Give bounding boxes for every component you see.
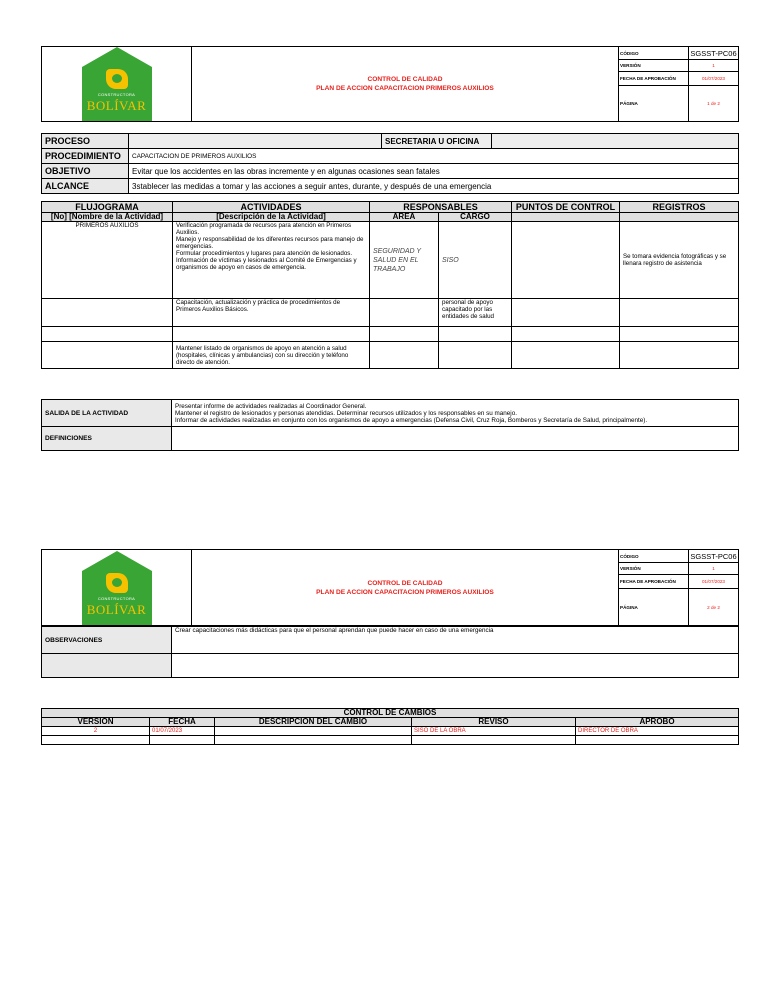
- activity-description: Capacitación, actualización y práctica de procedimientos de Primeros Auxilios Básicos.: [173, 299, 370, 327]
- observaciones-label: OBSERVACIONES: [42, 627, 172, 654]
- fecha-cell: 01/07/2023: [150, 727, 215, 736]
- document-title: [192, 550, 619, 626]
- salida-line: Informar de actividades realizadas en conjunto con los organismos de apoyo a emergencias (Defensa Civil, Cruz Roja, Bomberos y Secretaría de Salud, principalmente).: [175, 416, 648, 424]
- activity-line: Formular procedimientos y lugares para atención de lesionados.: [176, 250, 353, 257]
- logo-name: BOLÍVAR: [86, 601, 147, 617]
- registros-subheader: [620, 213, 739, 222]
- observaciones-value: Crear capacitaciones más didácticas para que el personal aprendan que puede hacer en caso de una emergencia: [172, 627, 739, 654]
- cargo-cell: personal de apoyo capacitado por las entidades de salud: [439, 299, 512, 327]
- process-info-table: [41, 133, 739, 194]
- observaciones-extra-label: [42, 654, 172, 678]
- cargo-cell: [439, 342, 512, 369]
- puntos-cell: [512, 342, 620, 369]
- cargo-cell: SISO: [439, 222, 512, 299]
- definiciones-value: [172, 427, 739, 451]
- cargo-header: CARGO: [439, 213, 512, 222]
- version-cell: 2: [42, 727, 150, 736]
- logo-subtitle: CONSTRUCTORA: [97, 595, 136, 601]
- table-row: [42, 222, 739, 299]
- observaciones-extra-value: [172, 654, 739, 678]
- reviso-col-header: REVISO: [412, 718, 576, 727]
- area-cell: [370, 342, 439, 369]
- activity-line: Verificación programada de recursos para atención en Primeros Auxilios.: [176, 222, 352, 236]
- pagina-label: PÁGINA: [619, 86, 689, 122]
- version-col-header: VERSION: [42, 718, 150, 727]
- pagina-value: 2 de 2: [689, 589, 739, 626]
- title-line-1: CONTROL DE CALIDAD: [367, 579, 443, 587]
- table-row: [42, 299, 739, 327]
- activities-table: [41, 201, 739, 369]
- definiciones-label: DEFINICIONES: [42, 427, 172, 451]
- puntos-cell: [512, 299, 620, 327]
- aprobo-col-header: APROBO: [576, 718, 739, 727]
- area-header: AREA: [370, 213, 439, 222]
- version-value: 1: [689, 563, 739, 575]
- procedimiento-value: CAPACITACION DE PRIMEROS AUXILIOS: [129, 149, 739, 164]
- actividades-header: ACTIVIDADES: [173, 202, 370, 213]
- salida-value: [172, 400, 739, 427]
- registros-cell: [620, 342, 739, 369]
- codigo-value: SGSST-PC06: [690, 551, 737, 561]
- registros-cell: Se tomara evidencia fotográficas y se llenara registro de asistencia: [620, 222, 739, 299]
- title-line-1: CONTROL DE CALIDAD: [367, 76, 443, 83]
- version-label: VERSIÓN: [619, 60, 689, 72]
- fecha-aprobacion-value: 01/07/2023: [689, 72, 739, 86]
- descripcion-header: [Descripción de la Actividad]: [173, 213, 370, 222]
- procedimiento-label: PROCEDIMIENTO: [42, 149, 129, 164]
- proceso-label: PROCESO: [42, 134, 129, 149]
- salida-label: SALIDA DE LA ACTIVIDAD: [42, 400, 172, 427]
- aprobo-cell: DIRECTOR DE OBRA: [576, 727, 739, 736]
- registros-header: REGISTROS: [620, 202, 739, 213]
- fecha-col-header: FECHA: [150, 718, 215, 727]
- fecha-aprobacion-label: FECHA DE APROBACIÓN: [619, 72, 689, 86]
- objetivo-label: OBJETIVO: [42, 164, 129, 179]
- company-logo-cell: [42, 550, 192, 626]
- objetivo-value: Evitar que los accidentes en las obras incremente y en algunas ocasiones sean fatales: [129, 164, 739, 179]
- logo-name: BOLÍVAR: [86, 98, 147, 113]
- output-table: [41, 399, 739, 451]
- logo-subtitle: CONSTRUCTORA: [97, 92, 136, 97]
- no-nombre-header: [No] [Nombre de la Actividad]: [42, 213, 173, 222]
- proceso-value: [129, 134, 382, 149]
- secretaria-label: SECRETARIA U OFICINA: [382, 134, 492, 149]
- constructora-bolivar-logo: [82, 47, 152, 121]
- activity-description: [173, 222, 370, 299]
- secretaria-value: [492, 134, 739, 149]
- pagina-value: 1 de 2: [689, 86, 739, 122]
- puntos-cell: [512, 222, 620, 299]
- alcance-label: ALCANCE: [42, 179, 129, 194]
- area-cell: SEGURIDAD Y SALUD EN EL TRABAJO: [370, 222, 439, 299]
- document-header-page-1: [41, 46, 739, 122]
- activity-line: Manejo y responsabilidad de los diferentes recursos para manejo de emergencias.: [176, 236, 364, 250]
- reviso-cell: SISO DE LA OBRA: [412, 727, 576, 736]
- title-line-2: PLAN DE ACCION CAPACITACION PRIMEROS AUXILIOS: [316, 85, 494, 92]
- table-row: [42, 342, 739, 369]
- salida-line: Presentar informe de actividades realizadas al Coordinador General.: [175, 402, 367, 410]
- codigo-label: CÓDIGO: [619, 550, 689, 563]
- activity-line: Información de víctimas y lesionados al Comité de Emergencias y organismos de apoyo en casos de emergencia.: [176, 257, 357, 271]
- salida-line: Mantener el registro de lesionados y personas atendidas. Determinar recursos utilizados y los responsables en su manejo.: [175, 409, 517, 417]
- area-cell: [370, 299, 439, 327]
- table-row: [42, 736, 739, 745]
- flujo-cell: [42, 299, 173, 327]
- observations-table: [41, 626, 739, 678]
- descripcion-col-header: DESCRIPCION DEL CAMBIO: [215, 718, 412, 727]
- control-cambios-title: CONTROL DE CAMBIOS: [42, 709, 739, 718]
- version-label: VERSIÓN: [619, 563, 689, 575]
- constructora-bolivar-logo: [82, 551, 152, 625]
- document-title: [192, 47, 619, 122]
- descripcion-cell: [215, 727, 412, 736]
- puntos-control-header: PUNTOS DE CONTROL: [512, 202, 620, 213]
- table-row: [42, 727, 739, 736]
- flujo-cell: [42, 342, 173, 369]
- responsables-header: RESPONSABLES: [370, 202, 512, 213]
- fecha-aprobacion-label: FECHA DE APROBACIÓN: [619, 575, 689, 589]
- codigo-label: CÓDIGO: [619, 47, 689, 60]
- table-row: [42, 327, 739, 342]
- alcance-value: 3stablecer las medidas a tomar y las acciones a seguir antes, durante, y después de una emergencia: [129, 179, 739, 194]
- title-line-2: PLAN DE ACCION CAPACITACION PRIMEROS AUXILIOS: [316, 588, 494, 596]
- pagina-label: PÁGINA: [619, 589, 689, 626]
- version-value: 1: [689, 60, 739, 72]
- flujograma-header: FLUJOGRAMA: [42, 202, 173, 213]
- puntos-subheader: [512, 213, 620, 222]
- change-control-table: [41, 708, 739, 745]
- fecha-aprobacion-value: 01/07/2023: [689, 575, 739, 589]
- activity-description: Mantener listado de organismos de apoyo en atención a salud (hospitales, clínicas y ambulancias) con su dirección y teléfono directo de atención.: [173, 342, 370, 369]
- registros-cell: [620, 299, 739, 327]
- document-header-page-2: [41, 549, 739, 626]
- flujo-cell: PRIMEROS AUXILIOS: [42, 222, 173, 299]
- company-logo-cell: [42, 47, 192, 122]
- codigo-value: SGSST-PC06: [690, 48, 737, 58]
